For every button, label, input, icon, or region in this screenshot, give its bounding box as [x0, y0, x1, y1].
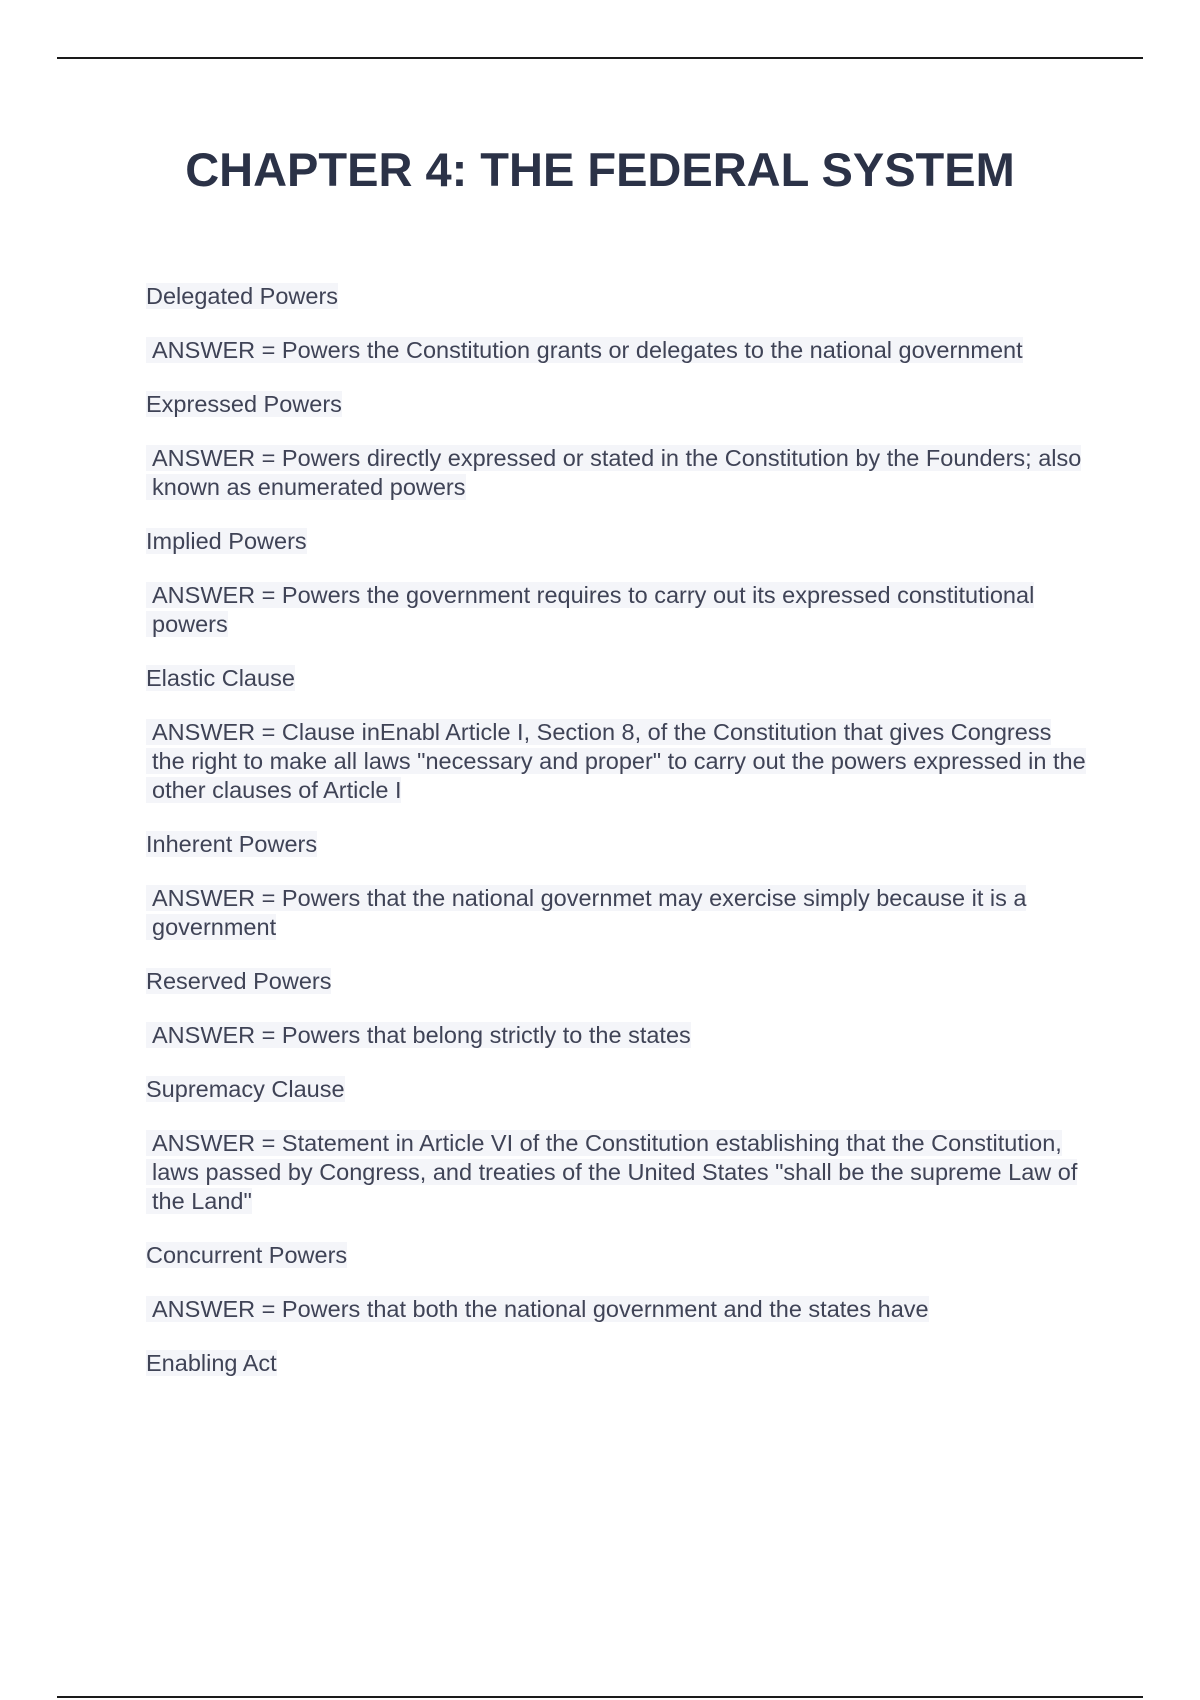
answer-reserved-powers: ANSWER = Powers that belong strictly to the states — [146, 1021, 1086, 1050]
term-reserved-powers: Reserved Powers — [146, 968, 332, 994]
answer-supremacy-clause: ANSWER = Statement in Article VI of the Constitution establishing that the Constitution, laws passed by Congress, and treaties of the United States "shall be the supreme Law of the Land" — [146, 1129, 1086, 1216]
term-supremacy-clause: Supremacy Clause — [146, 1076, 345, 1102]
top-rule — [57, 57, 1143, 59]
answer-delegated-powers: ANSWER = Powers the Constitution grants or delegates to the national government — [146, 336, 1086, 365]
term-inherent-powers: Inherent Powers — [146, 831, 318, 857]
term-expressed-powers: Expressed Powers — [146, 391, 342, 417]
answer-expressed-powers: ANSWER = Powers directly expressed or stated in the Constitution by the Founders; also known as enumerated powers — [146, 444, 1086, 502]
bottom-rule — [57, 1696, 1143, 1698]
term-elastic-clause: Elastic Clause — [146, 665, 295, 691]
answer-implied-powers: ANSWER = Powers the government requires to carry out its expressed constitutional powers — [146, 581, 1086, 639]
term-implied-powers: Implied Powers — [146, 528, 307, 554]
answer-elastic-clause: ANSWER = Clause inEnabl Article I, Section 8, of the Constitution that gives Congress the right to make all laws "necessary and proper" to carry out the powers expressed in the other clauses of Article I — [146, 718, 1086, 805]
page-title: CHAPTER 4: THE FEDERAL SYSTEM — [185, 143, 1015, 196]
answer-inherent-powers: ANSWER = Powers that the national governmet may exercise simply because it is a government — [146, 884, 1086, 942]
term-concurrent-powers: Concurrent Powers — [146, 1242, 348, 1268]
term-enabling-act: Enabling Act — [146, 1350, 277, 1376]
answer-concurrent-powers: ANSWER = Powers that both the national government and the states have — [146, 1295, 1086, 1324]
term-delegated-powers: Delegated Powers — [146, 283, 339, 309]
qa-list — [146, 282, 1086, 1403]
